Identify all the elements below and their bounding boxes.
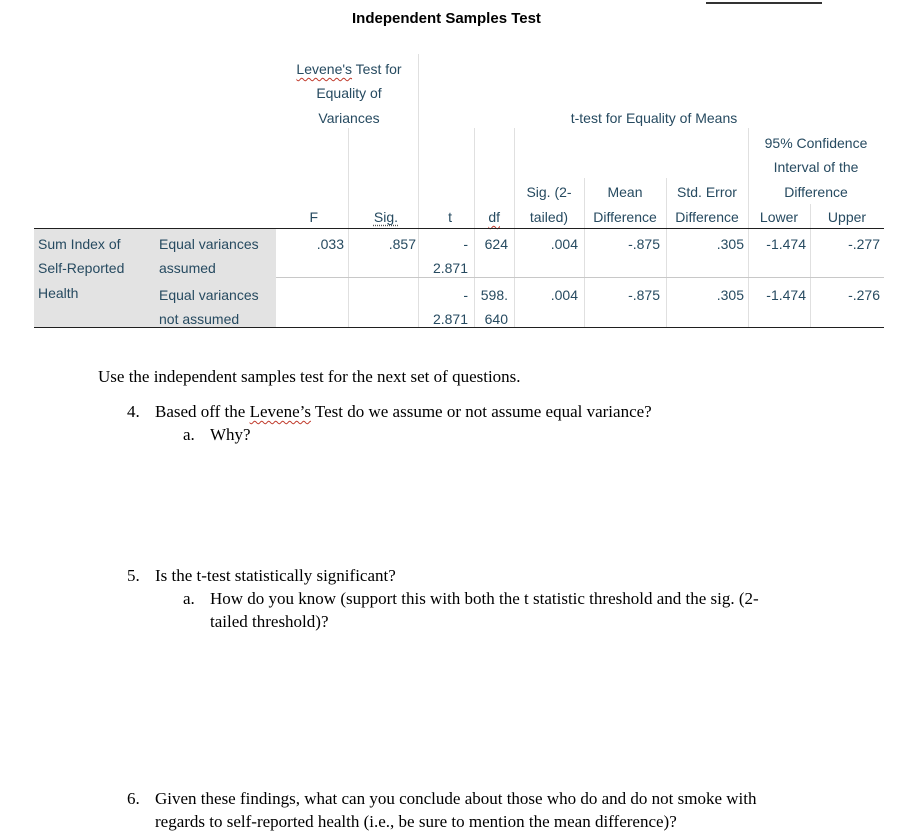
levene-header-line3: Variances: [318, 110, 380, 126]
q4-number: 4.: [127, 402, 140, 421]
row1-mean-diff: -.875: [628, 236, 660, 252]
row2-mean-diff: -.875: [628, 287, 660, 303]
intro-text: Use the independent samples test for the next set of questions.: [98, 367, 521, 386]
col-std-err-line1: Std. Error: [677, 184, 737, 200]
q5a-line1: How do you know (support this with both the t statistic threshold and the sig. (2-: [210, 589, 759, 608]
ci-header-line2: Interval of the: [773, 159, 859, 175]
row1-upper: -.277: [848, 236, 880, 252]
q4a-text: Why?: [210, 425, 251, 444]
q6-line2: regards to self-reported health (i.e., be sure to mention the mean difference)?: [155, 812, 677, 831]
row-group-label-line1: Sum Index of: [38, 236, 121, 252]
vline-upper: [810, 204, 811, 327]
row2-t-line1: -: [463, 287, 468, 303]
levene-header-line2: Equality of: [316, 85, 382, 101]
row1-f: .033: [316, 236, 344, 252]
row2-lower: -1.474: [766, 287, 806, 303]
q5a-label: a.: [183, 589, 195, 608]
col-df: [474, 209, 500, 226]
col-lower: Lower: [759, 209, 799, 225]
row2-sig2: .004: [550, 287, 578, 303]
ci-header-line3: Difference: [784, 184, 848, 200]
q5-text: Is the t-test statistically significant?: [155, 566, 396, 585]
q4-levene: Levene’s: [249, 402, 311, 421]
col-sig: [348, 209, 398, 226]
row-label-separator: [276, 229, 277, 327]
q5a-line2: tailed threshold)?: [210, 612, 329, 631]
row2-df-line1: 598.: [480, 287, 508, 303]
row1-label-line1: Equal variances: [159, 236, 259, 252]
col-mean-diff-line2: Difference: [593, 209, 657, 225]
col-std-err-line2: Difference: [675, 209, 739, 225]
ci-header-line1: 95% Confidence: [764, 135, 868, 151]
row1-sig: .857: [388, 236, 416, 252]
vline-t: [418, 54, 419, 327]
row2-t-line2: 2.871: [432, 311, 468, 327]
q4-text: [155, 400, 652, 423]
row-group-label-line3: Health: [38, 285, 79, 301]
col-sig2-line1: Sig. (2-: [526, 184, 572, 200]
vline-mean: [584, 178, 585, 327]
q6-number: 6.: [127, 789, 140, 808]
q4-text-before: Based off the: [155, 402, 250, 421]
row-group-label-line2: Self-Reported: [38, 260, 125, 276]
table-title: Independent Samples Test: [352, 10, 541, 27]
col-f: F: [309, 209, 318, 225]
row1-df: 624: [484, 236, 508, 252]
q4-text-after: Test do we assume or not assume equal variance?: [310, 402, 652, 421]
col-sig2-line2: tailed): [529, 209, 569, 225]
row2-label-line1: Equal variances: [159, 287, 259, 303]
row2-upper: -.276: [848, 287, 880, 303]
q4a-label: a.: [183, 425, 195, 444]
cropped-text-remnant: [706, 0, 822, 4]
col-sig-text: Sig.: [373, 209, 398, 225]
header-bottom-rule: [34, 228, 884, 229]
levene-word-2: Test for: [355, 61, 402, 77]
ttest-header: t-test for Equality of Means: [570, 110, 738, 126]
row2-std-err: .305: [716, 287, 744, 303]
q5-number: 5.: [127, 566, 140, 585]
row1-lower: -1.474: [766, 236, 806, 252]
q6-line1: Given these findings, what can you conclude about those who do and do not smoke with: [155, 789, 757, 808]
col-upper: Upper: [827, 209, 867, 225]
row1-std-err: .305: [716, 236, 744, 252]
col-t: t: [448, 209, 452, 225]
row1-label-line2: assumed: [159, 260, 216, 276]
row2-label-line2: not assumed: [159, 311, 240, 327]
row-separator: [276, 277, 884, 278]
levene-word: Levene's: [296, 61, 353, 77]
row1-t-line2: 2.871: [432, 260, 468, 276]
vline-stderr: [666, 178, 667, 327]
row1-sig2: .004: [550, 236, 578, 252]
row1-t-line1: -: [463, 236, 468, 252]
levene-header: [280, 61, 418, 78]
row2-df-line2: 640: [484, 311, 508, 327]
col-df-text: df: [488, 209, 500, 225]
col-mean-diff-line1: Mean: [607, 184, 643, 200]
